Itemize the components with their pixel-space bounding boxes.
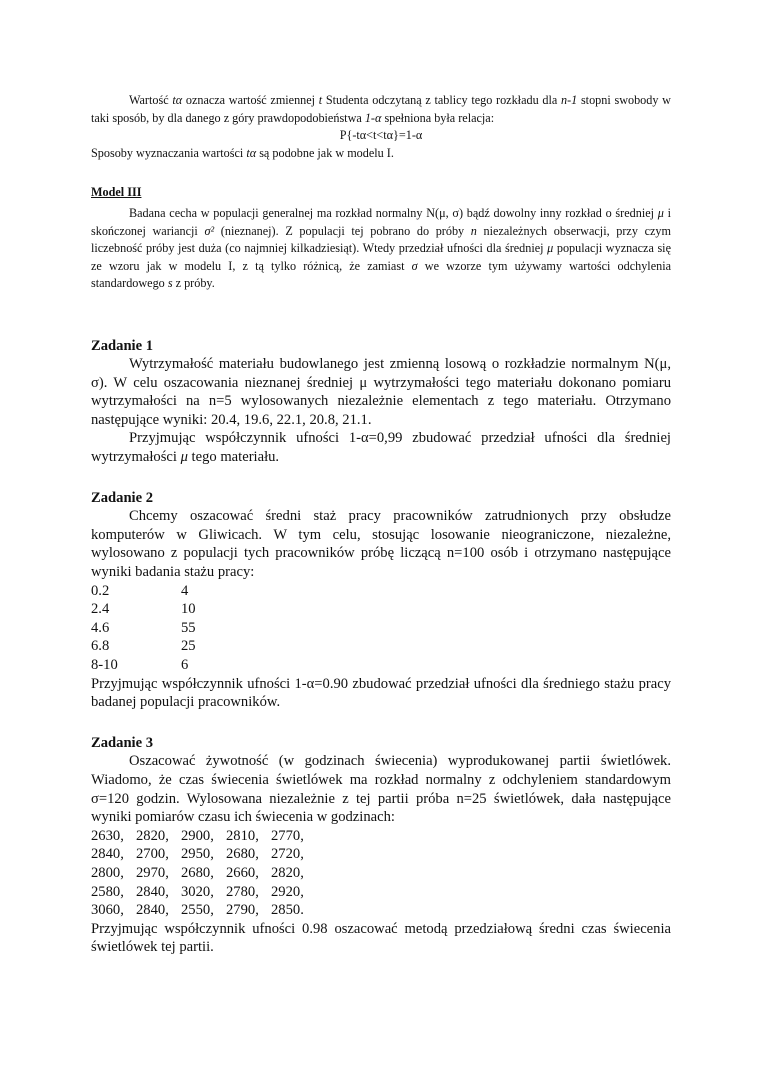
table-row: 3060, 2840, 2550, 2790, 2850. — [91, 902, 304, 919]
model-heading: Model III — [91, 185, 142, 199]
table-row: 8-10 6 — [91, 657, 189, 673]
task-heading: Zadanie 1 — [91, 337, 154, 354]
task-paragraph: Oszacować żywotność (w godzinach świecenia) wyprodukowanej partii świetlówek. Wiadomo, że czas świecenia świetlówek ma rozkład normalny z odchyleniem standardowym σ=120 godzin. Wylosowana niezależnie z tej partii próba n=25 świetlówek, dała następujące wyniki pomiarów czasu ich świecenia w godzinach: — [91, 753, 671, 826]
table-row: 2580, 2840, 3020, 2780, 2920, — [91, 883, 304, 900]
measurements-table — [91, 827, 671, 920]
task-instruction: Przyjmując współczynnik ufności 1-α=0.90 zbudować przedział ufności dla średniego stażu pracy badanej populacji pracowników. — [91, 675, 671, 711]
table-row: 2630, 2820, 2900, 2810, 2770, — [91, 827, 304, 844]
intro-paragraph: Wartość tα oznacza wartość zmiennej t Studenta odczytaną z tablicy tego rozkładu dla n-1 stopni swobody w taki sposób, by dla danego z góry prawdopodobieństwa 1-α spełniona była relacja: — [91, 93, 671, 125]
task-2 — [91, 489, 671, 712]
model-section — [91, 205, 671, 293]
task-heading: Zadanie 2 — [91, 489, 154, 506]
data-table — [91, 582, 671, 675]
table-row: 2.4 10 — [91, 601, 196, 618]
task-3 — [91, 734, 671, 957]
task-instruction: Przyjmując współczynnik ufności 1-α=0,99 zbudować przedział ufności dla średniej wytrzymałości μ tego materiału. — [91, 430, 671, 466]
table-row: 4.6 55 — [91, 619, 196, 636]
task-instruction: Przyjmując współczynnik ufności 0.98 oszacować metodą przedziałową średni czas świecenia świetlówek tej partii. — [91, 920, 671, 956]
table-row: 0.2 4 — [91, 582, 189, 599]
intro-section — [91, 92, 671, 162]
document-page — [91, 92, 671, 957]
task-paragraph: Wytrzymałość materiału budowlanego jest zmienną losową o rozkładzie normalnym N(μ, σ). W celu oszacowania nieznanej średniej μ wytrzymałości tego materiału dokonano pomiaru wytrzymałości na n=5 wylosowanych niezależnie elementach z tego materiału. Otrzymano następujące wyniki: 20.4, 19.6, 22.1, 20.8, 21.1. — [91, 356, 671, 428]
t-alpha-symbol: tα — [172, 93, 183, 107]
model-paragraph: Badana cecha w populacji generalnej ma rozkład normalny N(μ, σ) bądź dowolny inny rozkład o średniej μ i skończonej wariancji σ² (nieznanej). Z populacji tej pobrano do próby n niezależnych obserwacji, przy czym liczebność próby jest duża (co najmniej kilkadziesiąt). Wtedy przedział ufności dla średniej μ populacji wyznacza się ze wzoru jak w modelu I, z tą tylko różnicą, że zamiast σ we wzorze tym używamy wartości odchylenia standardowego s z próby. — [91, 206, 671, 290]
table-row: 2800, 2970, 2680, 2660, 2820, — [91, 864, 304, 881]
formula: P{-tα<t<tα}=1-α — [339, 128, 423, 142]
task-heading: Zadanie 3 — [91, 734, 154, 751]
task-1 — [91, 337, 671, 467]
table-row: 6.8 25 — [91, 638, 196, 655]
table-row: 2840, 2700, 2950, 2680, 2720, — [91, 846, 304, 863]
task-paragraph: Chcemy oszacować średni staż pracy pracowników zatrudnionych przy obsłudze komputerów w Gliwicach. W tym celu, stosując losowanie nieograniczone, niezależne, wylosowano z populacji tych pracowników próbę liczącą n=100 osób i otrzymano następujące wyniki badania stażu pracy: — [91, 508, 671, 581]
intro-note: Sposoby wyznaczania wartości tα są podobne jak w modelu I. — [91, 145, 394, 160]
